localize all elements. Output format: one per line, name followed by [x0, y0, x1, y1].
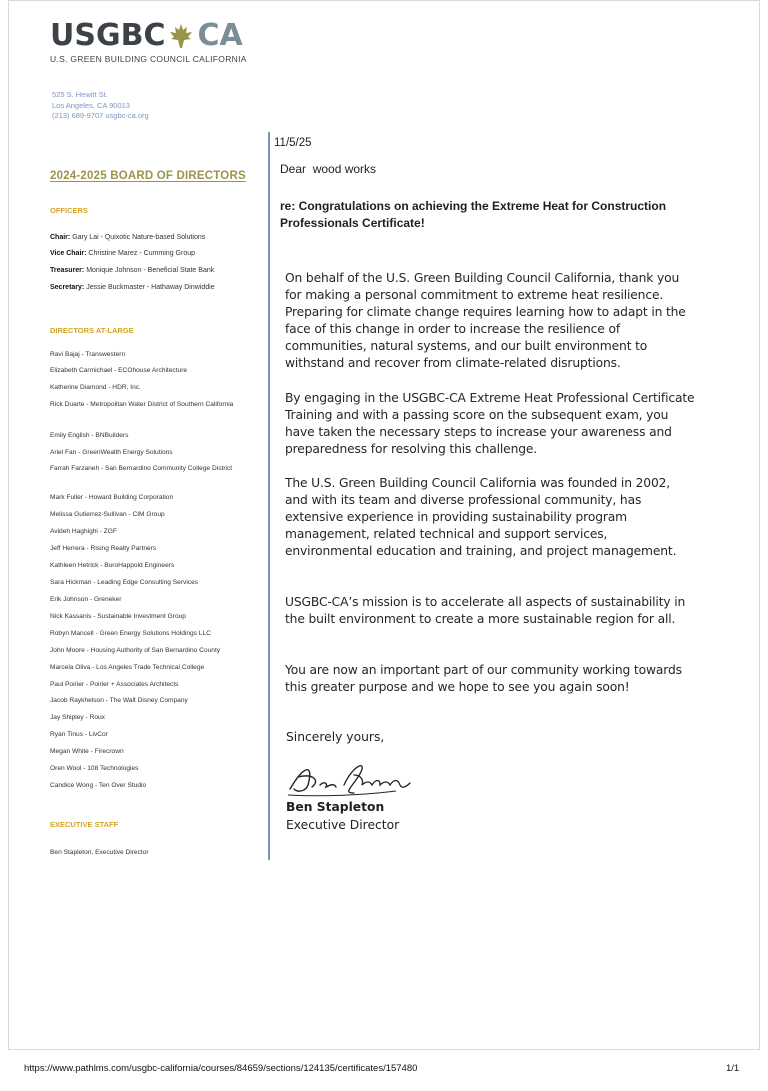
- director-item: John Moore - Housing Authority of San Bernardino County: [50, 647, 221, 654]
- officer-name: Jessie Buckmaster - Hathaway Dinwiddie: [86, 284, 215, 291]
- footer-page-number: 1/1: [726, 1063, 740, 1074]
- director-item: Melissa Gutierrez-Sullivan - CIM Group: [50, 511, 165, 518]
- directors-heading: DIRECTORS AT-LARGE: [50, 326, 134, 335]
- board-sidebar: [50, 170, 265, 856]
- paragraph: By engaging in the USGBC-CA Extreme Heat Professional Certificate Training and with a passing score on the subsequent exam, you have taken the necessary steps to increase your awareness and preparedness for resolving this challenge.: [285, 391, 695, 456]
- logo-subtitle: U.S. GREEN BUILDING COUNCIL CALIFORNIA: [50, 54, 247, 64]
- signer-name: Ben Stapleton: [286, 800, 385, 814]
- director-item: Avideh Haghighi - ZGF: [50, 528, 117, 535]
- signature-image: [284, 755, 414, 801]
- director-item: Robyn Mancell - Green Energy Solutions Holdings LLC: [50, 630, 211, 637]
- director-item: Rick Duarte - Metropolitan Water District of Southern California: [50, 401, 234, 408]
- salutation: [280, 162, 376, 176]
- director-item: Candice Wong - Ten Over Studio: [50, 782, 147, 789]
- logo-word-usgbc: USGBC: [50, 18, 166, 53]
- director-item: Megan White - Firecrown: [50, 748, 124, 755]
- leaf-icon: [166, 21, 196, 51]
- officer-role: Chair:: [50, 234, 71, 241]
- recipient-name: wood works: [312, 162, 377, 176]
- officer-item: [50, 267, 214, 274]
- closing: Sincerely yours,: [286, 730, 385, 744]
- director-item: Marcela Oliva - Los Angeles Trade Technical College: [50, 664, 205, 671]
- paragraph: USGBC-CA’s mission is to accelerate all aspects of sustainability in the built environment to create a more sustainable region for all.: [285, 595, 686, 626]
- re-line: re: Congratulations on achieving the Extreme Heat for Construction Professionals Certificate!: [280, 199, 667, 230]
- director-item: Katherine Diamond - HDR, Inc.: [50, 384, 141, 391]
- address-block: [52, 90, 149, 122]
- officer-name: Monique Johnson - Beneficial State Bank: [86, 267, 215, 274]
- director-item: Mark Fuller - Howard Building Corporation: [50, 494, 174, 501]
- usgbc-ca-logo: [50, 18, 247, 64]
- officer-item: [50, 234, 205, 241]
- director-item: Farrah Farzaneh - San Bernardino Community College District: [50, 465, 233, 472]
- director-item: Emily English - BNBuilders: [50, 432, 129, 439]
- director-item: Kathleen Hetrick - BuroHappold Engineers: [50, 562, 175, 569]
- address-city: Los Angeles, CA 90013: [52, 100, 130, 110]
- officer-name: Christine Marez - Cumming Group: [88, 250, 195, 257]
- paragraph: You are now an important part of our community working towards this greater purpose and we hope to see you again soon!: [285, 663, 682, 694]
- paragraph: The U.S. Green Building Council California was founded in 2002, and with its team and diverse professional community, has extensive experience in providing sustainability program management, related technical and support services, environmental education and training, and project management.: [285, 476, 677, 558]
- director-item: Sara Hickman - Leading Edge Consulting Services: [50, 579, 199, 586]
- address-contact: (213) 689-9707 usgbc-ca.org: [52, 111, 149, 120]
- footer-url: https://www.pathlms.com/usgbc-california/courses/84659/sections/124135/certificates/157480: [24, 1063, 418, 1074]
- director-item: Paul Poirier - Poirier + Associates Architects: [50, 681, 179, 688]
- officer-role: Vice Chair:: [50, 250, 87, 257]
- signer-title: Executive Director: [286, 818, 400, 832]
- officer-role: Treasurer:: [50, 267, 85, 274]
- address-street: 525 S. Hewitt St.: [52, 90, 108, 99]
- salutation-word: Dear: [280, 162, 307, 176]
- director-item: Jay Shipley - Roux: [50, 714, 105, 721]
- letter-date: 11/5/25: [274, 137, 312, 149]
- officer-role: Secretary:: [50, 284, 85, 291]
- officer-item: [50, 250, 195, 257]
- director-item: Erik Johnson - Greneker: [50, 596, 122, 603]
- director-item: Ryan Tinus - LivCor: [50, 731, 108, 738]
- director-item: Jacob Raykhelson - The Walt Disney Company: [50, 697, 188, 704]
- paragraph: On behalf of the U.S. Green Building Council California, thank you for making a personal commitment to extreme heat resilience. Preparing for climate change requires learning how to adapt in the face of this change in order to increase the resilience of communities, natural systems, and our built environment to withstand and recover from climate-related disruptions.: [285, 271, 686, 370]
- director-item: Nick Kassanis - Sustainable Investment Group: [50, 613, 186, 620]
- divider-line: [268, 132, 270, 860]
- board-title: 2024-2025 BOARD OF DIRECTORS: [50, 170, 246, 182]
- exec-staff-item: Ben Stapleton, Executive Director: [50, 849, 149, 856]
- director-item: Ariel Fan - GreenWealth Energy Solutions: [50, 449, 173, 456]
- officers-heading: OFFICERS: [50, 206, 88, 215]
- director-item: Ravi Bajaj - Transwestern: [50, 351, 126, 358]
- officer-name: Gary Lai - Quixotic Nature-based Solutions: [72, 234, 206, 241]
- logo-word-ca: CA: [197, 18, 243, 53]
- director-item: Oren Wool - 108 Technologies: [50, 765, 139, 772]
- exec-staff-heading: EXECUTIVE STAFF: [50, 820, 119, 829]
- director-item: Jeff Herrera - Rising Realty Partners: [50, 545, 157, 552]
- director-item: Elizabeth Carmichael - ECOhouse Architecture: [50, 367, 188, 374]
- officer-item: [50, 284, 215, 291]
